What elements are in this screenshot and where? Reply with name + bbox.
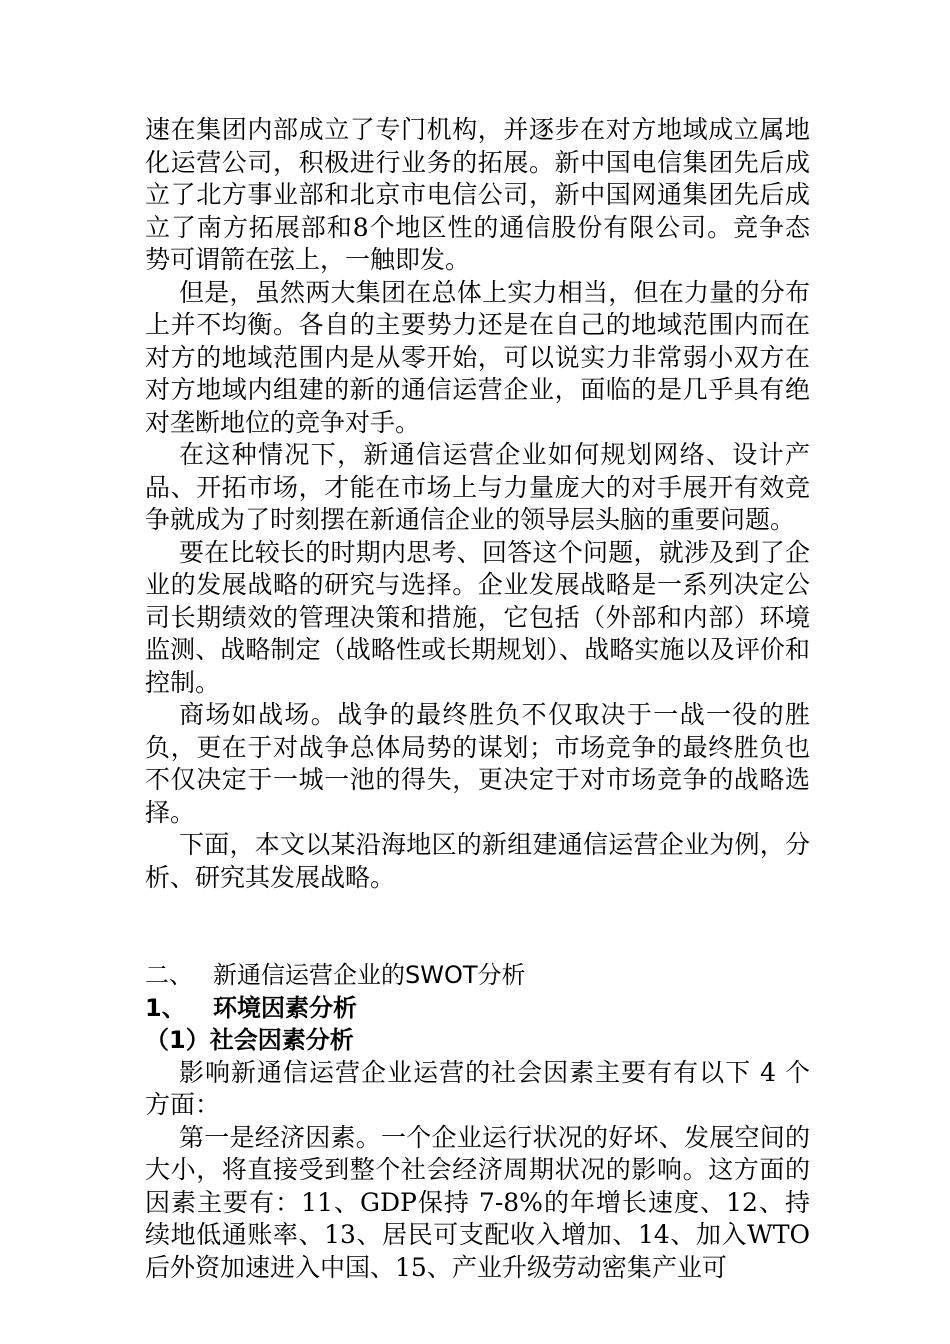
- section-heading: [145, 959, 810, 992]
- body-paragraph-8: 第一是经济因素。一个企业运行状况的好坏、发展空间的大小，将直接受到整个社会经济周期状况的影响。这方面的因素主要有：11、GDP保持 7-8%的年增长速度、12、持续地低通账率、13、居民可支配收入增加、14、加入WTO后外资加速进入中国、15、产业升级劳动密集产业可: [145, 1122, 810, 1282]
- document-page: [145, 114, 810, 1284]
- body-paragraph-2: 但是，虽然两大集团在总体上实力相当，但在力量的分布上并不均衡。各自的主要势力还是在自己的地域范围内而在对方的地域范围内是从零开始，可以说实力非常弱小双方在对方地域内组建的新的通信运营企业，面临的是几乎具有绝对垄断地位的竞争对手。: [145, 277, 810, 437]
- body-paragraph-1: 速在集团内部成立了专门机构，并逐步在对方地域成立属地化运营公司，积极进行业务的拓展。新中国电信集团先后成立了北方事业部和北京市电信公司，新中国网通集团先后成立了南方拓展部和8个地区性的通信股份有限公司。竞争态势可谓箭在弦上，一触即发。: [145, 115, 810, 274]
- body-paragraph-4: 要在比较长的时期内思考、回答这个问题，就涉及到了企业的发展战略的研究与选择。企业发展战略是一系列决定公司长期绩效的管理决策和措施，它包括（外部和内部）环境监测、战略制定（战略性或长期规划）、战略实施以及评价和控制。: [145, 537, 810, 697]
- body-paragraph-5: 商场如战场。战争的最终胜负不仅取决于一战一役的胜负，更在于对战争总体局势的谋划；市场竞争的最终胜负也不仅决定于一城一池的得失，更决定于对市场竞争的战略选择。: [145, 700, 810, 827]
- subsection-heading: [145, 992, 810, 1025]
- section-number: 二、: [145, 961, 193, 989]
- subsection-number: 1、: [145, 993, 186, 1022]
- body-paragraph-7: 影响新通信运营企业运营的社会因素主要有有以下 4 个方面：: [145, 1057, 810, 1119]
- body-paragraph-6: 下面，本文以某沿海地区的新组建通信运营企业为例，分析、研究其发展战略。: [145, 830, 810, 892]
- body-paragraph-3: 在这种情况下，新通信运营企业如何规划网络、设计产品、开拓市场，才能在市场上与力量庞大的对手展开有效竞争就成为了时刻摆在新通信企业的领导层头脑的重要问题。: [145, 440, 810, 534]
- subsubsection-heading: （1）社会因素分析: [145, 1026, 354, 1054]
- section-title: 新通信运营企业的SWOT分析: [213, 961, 526, 989]
- subsection-title: 环境因素分析: [213, 993, 357, 1022]
- section-spacer: [145, 894, 810, 959]
